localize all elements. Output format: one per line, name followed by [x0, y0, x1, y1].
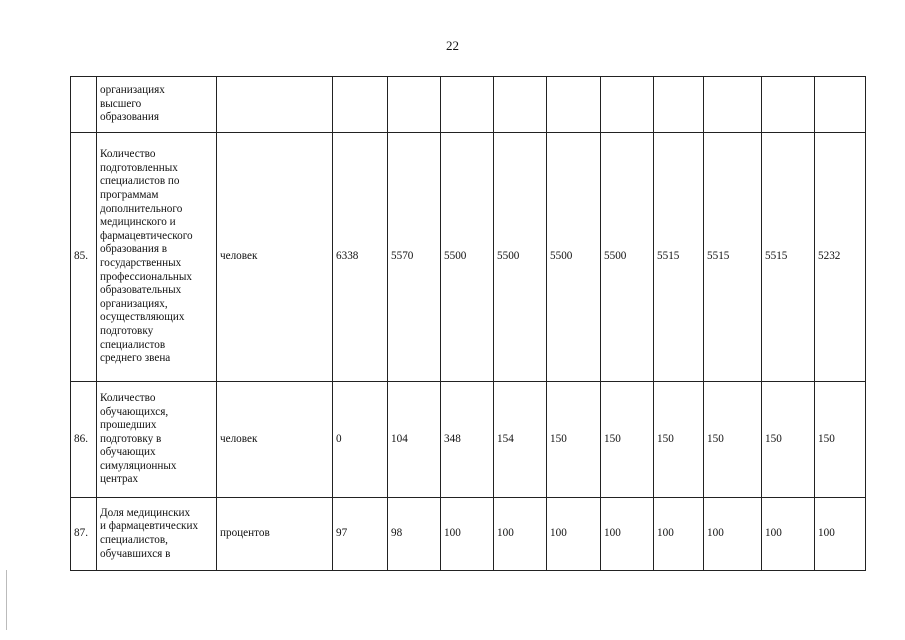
value-cell	[333, 77, 388, 133]
indicator-name-line: Доля медицинских	[100, 506, 191, 519]
indicator-name-line: подготовленных	[100, 161, 178, 174]
value-cell	[494, 77, 547, 133]
value-cell: 100	[494, 498, 547, 571]
value-cell: 150	[704, 382, 762, 498]
table-row	[71, 498, 866, 571]
value-cell: 150	[547, 382, 601, 498]
value-cell: 0	[333, 382, 388, 498]
indicator-name-line: высшего	[100, 97, 142, 110]
value-cell: 150	[762, 382, 815, 498]
value-cell: 154	[494, 382, 547, 498]
indicator-name-cell	[97, 77, 217, 133]
value-cell	[388, 77, 441, 133]
indicator-name-line: организациях,	[100, 297, 168, 310]
table-row	[71, 77, 866, 133]
indicator-name-line: Количество	[100, 148, 156, 161]
indicator-name-line: медицинского и	[100, 216, 176, 229]
indicator-name-line: фармацевтического	[100, 229, 193, 242]
value-cell: 100	[704, 498, 762, 571]
value-cell: 5500	[601, 133, 654, 382]
value-cell	[704, 77, 762, 133]
indicator-name-cell	[97, 133, 217, 382]
indicator-name-line: программам	[100, 189, 159, 202]
unit-cell: процентов	[217, 498, 333, 571]
value-cell: 150	[601, 382, 654, 498]
indicator-name-line: центрах	[100, 473, 139, 486]
indicator-name-line: подготовку	[100, 324, 154, 337]
value-cell: 5232	[815, 133, 866, 382]
indicator-name-line: специалистов,	[100, 534, 168, 546]
value-cell	[762, 77, 815, 133]
indicator-name-line: образования	[100, 111, 160, 124]
indicator-name-line: образования в	[100, 243, 168, 256]
unit-cell	[217, 77, 333, 133]
row-number-cell: 87.	[71, 498, 97, 571]
indicator-name-line: и фармацевтических	[100, 520, 199, 533]
value-cell: 5500	[547, 133, 601, 382]
indicator-name-line: обучающих	[100, 446, 156, 459]
value-cell	[654, 77, 704, 133]
indicator-name-line: среднего звена	[100, 352, 171, 365]
value-cell: 5515	[704, 133, 762, 382]
value-cell: 100	[441, 498, 494, 571]
indicator-name-line: образовательных	[100, 284, 182, 297]
value-cell: 6338	[333, 133, 388, 382]
indicators-table	[70, 76, 866, 571]
value-cell	[547, 77, 601, 133]
scan-edge-mark	[6, 570, 7, 630]
indicator-name-line: осуществляющих	[100, 311, 185, 324]
row-number-cell: 86.	[71, 382, 97, 498]
indicator-name-cell	[97, 498, 217, 571]
table-row	[71, 133, 866, 382]
indicator-name-line: государственных	[100, 257, 182, 269]
indicator-name-cell	[97, 382, 217, 498]
row-number-cell	[71, 77, 97, 133]
unit-cell: человек	[217, 133, 333, 382]
value-cell: 100	[654, 498, 704, 571]
row-number-cell: 85.	[71, 133, 97, 382]
indicator-name-line: подготовку в	[100, 432, 162, 445]
value-cell: 5515	[654, 133, 704, 382]
indicator-name-line: прошедших	[100, 419, 157, 432]
value-cell: 97	[333, 498, 388, 571]
indicator-name-line: обучавшихся в	[100, 547, 171, 560]
value-cell: 5500	[494, 133, 547, 382]
value-cell: 100	[601, 498, 654, 571]
value-cell: 100	[547, 498, 601, 571]
indicator-name-line: организациях	[100, 84, 165, 97]
indicator-name-line: профессиональных	[100, 270, 193, 283]
value-cell: 150	[654, 382, 704, 498]
value-cell	[601, 77, 654, 133]
value-cell: 5515	[762, 133, 815, 382]
value-cell: 100	[815, 498, 866, 571]
value-cell	[441, 77, 494, 133]
value-cell: 348	[441, 382, 494, 498]
value-cell: 100	[762, 498, 815, 571]
value-cell: 5500	[441, 133, 494, 382]
value-cell: 150	[815, 382, 866, 498]
indicator-name-line: дополнительного	[100, 202, 183, 215]
table-row	[71, 382, 866, 498]
indicator-name-line: Количество	[100, 391, 156, 404]
indicator-name-line: обучающихся,	[100, 405, 169, 418]
indicator-name-line: специалистов по	[100, 175, 180, 188]
value-cell: 98	[388, 498, 441, 571]
indicator-name-line: симуляционных	[100, 459, 177, 472]
value-cell: 104	[388, 382, 441, 498]
value-cell: 5570	[388, 133, 441, 382]
page-number: 22	[446, 38, 459, 53]
value-cell	[815, 77, 866, 133]
indicator-name-line: специалистов	[100, 338, 166, 351]
unit-cell: человек	[217, 382, 333, 498]
